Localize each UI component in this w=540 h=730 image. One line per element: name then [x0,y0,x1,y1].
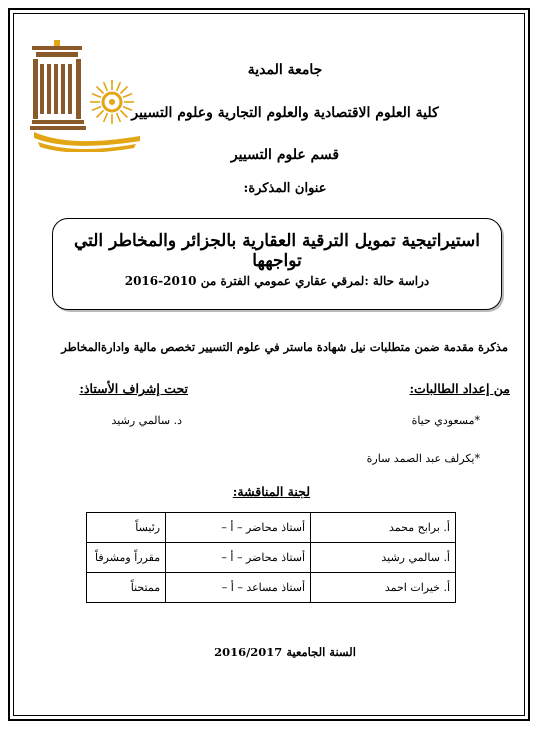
supervisor-label: تحت إشراف الأستاذ: [79,381,188,396]
committee-table [86,512,456,603]
students-label: من إعداد الطالبات: [409,381,510,396]
table-row [87,543,456,573]
table-row [87,513,456,543]
committee-member-role: ممتحناً [87,573,166,603]
supervisor-name: د. سالمي رشيد [111,414,182,427]
case-study-line: دراسة حالة :لمرقي عقاري عمومي الفترة من 2010-2016 [124,274,430,288]
committee-member-name: أ. خيرات احمد [311,573,456,603]
faculty-name: كلية العلوم الاقتصادية والعلوم التجارية وعلوم التسيير [131,105,439,121]
university-name: جامعة المدية [247,62,323,78]
committee-member-name: أ. سالمي رشيد [311,543,456,573]
student-name: *مسعودي حياة [411,414,480,427]
memo-title-label: عنوان المذكرة: [243,181,327,196]
committee-member-role: رئيساً [87,513,166,543]
university-logo-icon [30,40,142,152]
committee-member-rank: أستاذ محاضر – أ – [166,513,311,543]
thesis-title-box [52,218,502,310]
academic-year: السنة الجامعية 2016/2017 [214,645,356,659]
committee-member-rank: أستاذ محاضر – أ – [166,543,311,573]
student-name: *يكرلف عبد الصمد سارة [366,452,480,465]
committee-label: لجنة المناقشة: [232,484,310,499]
committee-member-name: أ. برابح محمد [311,513,456,543]
committee-member-rank: أستاذ مساعد – أ – [166,573,311,603]
table-row [87,573,456,603]
thesis-title: استيراتيجية تمويل الترقية العقارية بالجزائر والمخاطر التي تواجهها [73,231,481,271]
memo-description: مذكرة مقدمة ضمن متطلبات نيل شهادة ماستر في علوم التسيير تخصص مالية وادارةالمخاطر [61,340,508,354]
committee-member-role: مقرراً ومشرفاً [87,543,166,573]
department-name: قسم علوم التسيير [230,147,340,163]
